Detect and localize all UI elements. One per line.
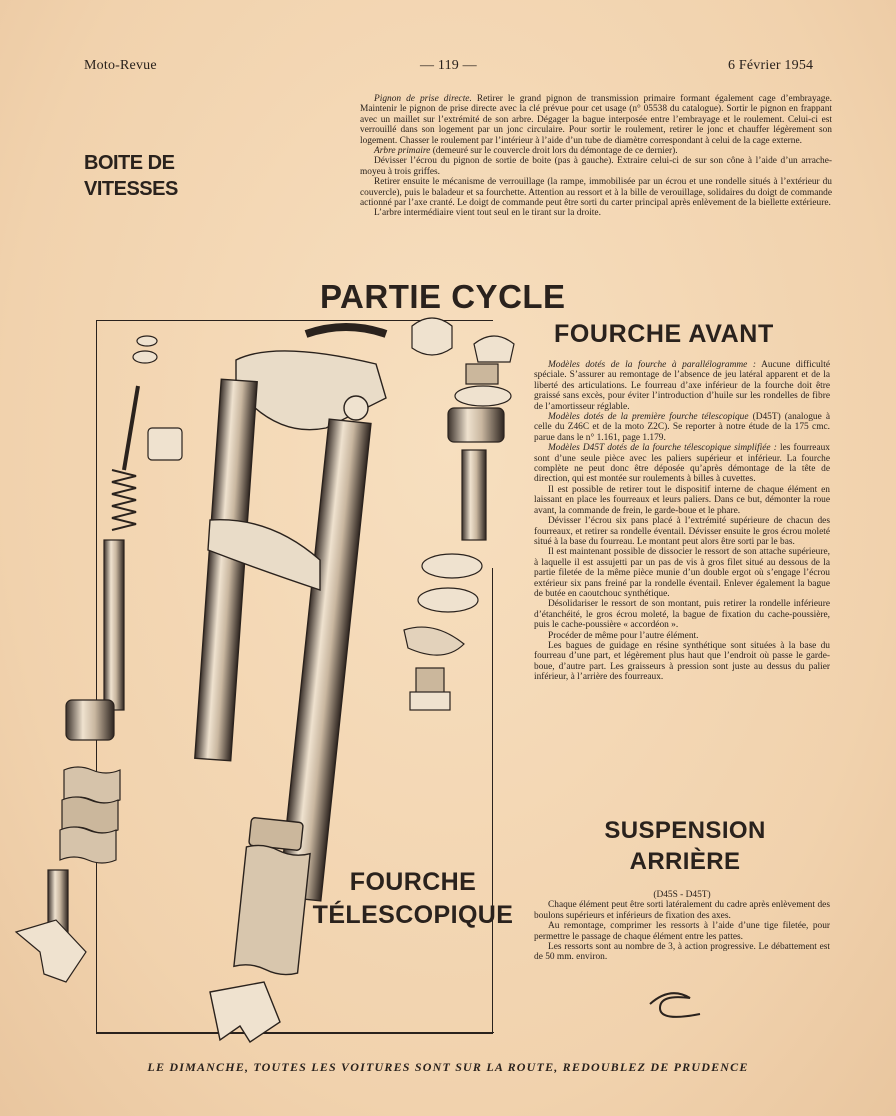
footer-slogan: LE DIMANCHE, TOUTES LES VOITURES SONT SUR LA ROUTE, REDOUBLEZ DE PRUDENCE <box>147 1060 749 1074</box>
boite-title-line1: BOITE DE <box>84 152 175 174</box>
paragraph: Au remontage, comprimer les ressorts à l’aide d’une tige filetée, pour permettre le passage de chaque élément entre les pattes. <box>534 921 830 942</box>
steering-parts <box>404 318 514 710</box>
paragraph: Pignon de prise directe. Retirer le grand pignon de transmission primaire formant également cage d’embrayage. Maintenir le pignon de prise directe avec la clé prévue pour cet usage (n° 05538 du catalogue). Sortir le pignon en frappant avec un maillet sur l’extrémité de son arbre. Dégager la bague interposée entre l’embrayage et le roulement. Celui-ci est verrouillé dans son logement par un jonc circulaire. Pour sortir le roulement, retirer le jonc et chauffer légèrement son logement. Chasser le roulement par l’intérieur à l’aide d’un tube de diamètre correspondant à celui de la cage externe. <box>360 94 832 146</box>
boite-title-line2: VITESSES <box>84 178 178 200</box>
paragraph: Dévisser l’écrou du pignon de sortie de boite (pas à gauche). Extraire celui-ci de sur son cône à l’aide d’un arrache-moyeu à trois griffes. <box>360 156 832 177</box>
tele-title-line1: FOURCHE <box>349 868 477 896</box>
paragraph: Retirer ensuite le mécanisme de verrouillage (la rampe, immobilisée par un écrou et une rondelle situés à l’extérieur du couvercle), puis le baladeur et sa fourchette. Attention au ressort et à la bille de verouillage, solidaires du doigt de commande actionné par l’axe cranté. Le doigt de commande peut être sorti du carter principal après enlèvement de la biellette extérieure. <box>360 177 832 209</box>
issue-date: 6 Février 1954 <box>728 58 814 73</box>
page-number: — 119 — <box>420 58 477 73</box>
paragraph: Les ressorts sont au nombre de 3, à action progressive. Le débattement est de 50 mm. environ. <box>534 942 830 963</box>
paragraph: Dévisser l’écrou six pans placé à l’extrémité supérieure de chacun des fourreaux, et retirer sa rondelle éventail. Dévisser ensuite le gros écrou moleté situé à la base du fourreau. Le montant peut alors être sorti par le bas. <box>534 516 830 547</box>
fourche-avant-heading: FOURCHE AVANT <box>554 320 774 348</box>
signature-mark <box>640 984 720 1024</box>
suspension-title-line1: SUSPENSION <box>604 817 766 844</box>
paragraph: Désolidariser le ressort de son montant, puis retirer la rondelle inférieure d’étanchéité, le gros écrou moleté, la bague de fixation du cache-poussière, puis le cache-poussière « accordéon ». <box>534 599 830 631</box>
fork-body <box>195 327 386 1042</box>
paragraph: Arbre primaire (demeuré sur le couvercle droit lors du démontage de ce dernier). <box>374 146 678 157</box>
magazine-name: Moto-Revue <box>84 58 157 73</box>
paragraph: Les bagues de guidage en résine synthétique sont situées à la base du fourreau d’une part, et légèrement plus haut que l’endroit où passe le garde-boue, d’autre part. Les graisseurs à pression sont juste au dessus du palier inférieur, à l’arrière des fourreaux. <box>534 640 830 683</box>
paragraph: Modèles dotés de la fourche à parallélogramme : Aucune difficulté spéciale. S’assurer au remontage de l’absence de jeu latéral apparent et de la liberté des articulations. Le fourreau d’axe inférieur de la fourche doit être graissé sans excès, pour éviter l’introduction d’huile sur les rondelles de fibre de l’amortisseur réglable. <box>534 360 831 412</box>
paragraph: Procéder de même pour l’autre élément. <box>548 630 699 641</box>
paragraph: Il est maintenant possible de dissocier le ressort de son attache supérieure, à laquelle il est assujetti par un pas de vis à gros filet situé au dessous de la partie filetée de la même pièce munie d’un double ergot où s’engage l’écrou extérieur six pans freiné par la rondelle éventail. Enlever également la bague de butée en caoutchouc synthétique. <box>534 547 830 599</box>
paragraph: Modèles dotés de la première fourche télescopique (D45T) (analogue à celle du Z46C et de la moto Z2C). Se reporter à notre étude de la 175 cmc. parue dans le n° 1.161, page 1.179. <box>534 412 830 443</box>
fourche-telescopique-heading <box>300 866 526 932</box>
suspension-title-line2: ARRIÈRE <box>629 848 741 875</box>
paragraph: Il est possible de retirer tout le dispositif interne de chaque élément en laissant en place les fourreaux et leurs paliers. Dans ce but, démonter la roue avant, la commande de frein, le garde-boue et le phare. <box>534 484 830 516</box>
tele-title-line2: TÉLESCOPIQUE <box>312 901 514 929</box>
paragraph: Modèles D45T dotés de la fourche télescopique simplifiée : les fourreaux sont d’une seule pièce avec les paliers supérieur et inférieur. La fourche complète ne peut donc être déposée qu’après démontage de la tête de direction, qui est montée sur roulements à billes à cuvettes. <box>534 443 830 485</box>
suspension-models: (D45S - D45T) <box>653 890 711 900</box>
partie-cycle-heading: PARTIE CYCLE <box>320 278 566 315</box>
paragraph: Chaque élément peut être sorti latéralement du cadre après enlèvement des boulons supérieurs et inférieurs de fixation des axes. <box>534 900 830 921</box>
spring-assembly <box>16 336 182 982</box>
paragraph: L’arbre intermédiaire vient tout seul en le tirant sur la droite. <box>374 208 601 219</box>
